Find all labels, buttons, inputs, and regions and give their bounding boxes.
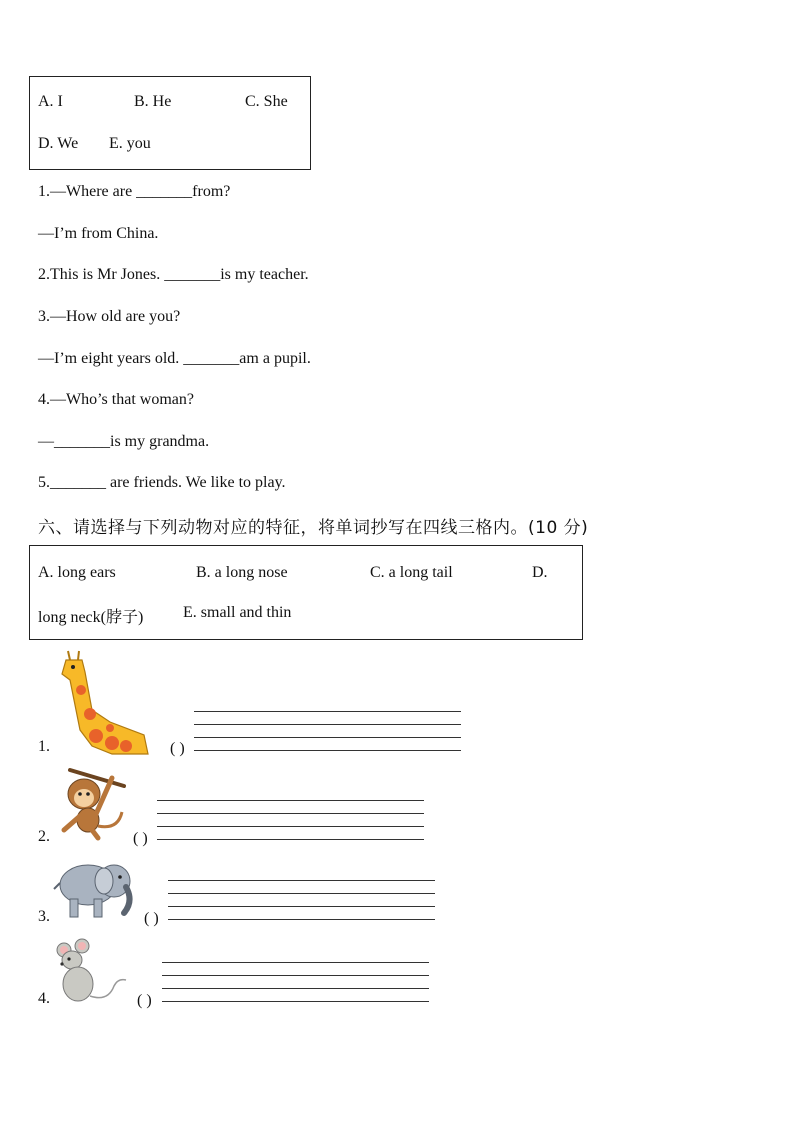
item-4-writing-lines[interactable]	[162, 962, 429, 1002]
feature-option-a: A. long ears	[38, 564, 116, 581]
item-3-writing-lines[interactable]	[168, 880, 435, 920]
item-3-number: 3.	[38, 908, 50, 925]
monkey-image	[52, 768, 127, 840]
option-a: A. I	[38, 93, 63, 110]
option-c: C. She	[245, 93, 288, 110]
item-1-writing-lines[interactable]	[194, 711, 461, 751]
item-1-answer-paren[interactable]: ( )	[170, 740, 185, 757]
feature-option-d-letter: D.	[532, 564, 548, 581]
feature-option-b: B. a long nose	[196, 564, 288, 581]
item-4-number: 4.	[38, 990, 50, 1007]
question-4b: —_______is my grandma.	[38, 433, 210, 450]
question-1a: 1.—Where are _______from?	[38, 183, 231, 200]
question-2: 2.This is Mr Jones. _______is my teacher.	[38, 266, 309, 283]
item-3-answer-paren[interactable]: ( )	[144, 910, 159, 927]
option-b: B. He	[134, 93, 172, 110]
feature-option-d-text: long neck(脖子)	[38, 609, 144, 626]
question-5: 5._______ are friends. We like to play.	[38, 474, 286, 491]
elephant-image	[52, 853, 136, 921]
item-2-number: 2.	[38, 828, 50, 845]
giraffe-image	[52, 650, 150, 755]
question-1b: —I’m from China.	[38, 225, 159, 242]
section-6-heading: 六、请选择与下列动物对应的特征，将单词抄写在四线三格内。(10 分)	[38, 518, 589, 538]
question-3b: —I’m eight years old. _______am a pupil.	[38, 350, 311, 367]
question-3a: 3.—How old are you?	[38, 308, 181, 325]
mouse-image	[52, 940, 128, 1004]
option-e: E. you	[109, 135, 151, 152]
item-1-number: 1.	[38, 738, 50, 755]
item-2-writing-lines[interactable]	[157, 800, 424, 840]
item-2-answer-paren[interactable]: ( )	[133, 830, 148, 847]
feature-option-c: C. a long tail	[370, 564, 453, 581]
question-4a: 4.—Who’s that woman?	[38, 391, 194, 408]
item-4-answer-paren[interactable]: ( )	[137, 992, 152, 1009]
option-d: D. We	[38, 135, 79, 152]
feature-option-e: E. small and thin	[183, 604, 292, 621]
pronoun-options-box	[29, 76, 311, 170]
